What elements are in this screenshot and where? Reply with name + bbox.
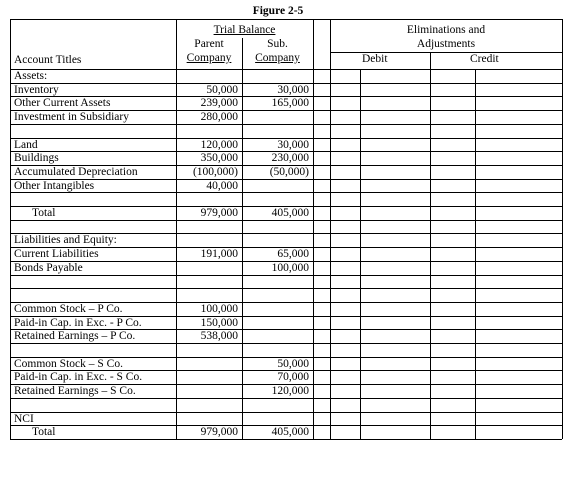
- elim-subheader-line: [330, 52, 562, 53]
- account-title: Accumulated Depreciation: [14, 165, 138, 178]
- sub-amount: 405,000: [271, 207, 309, 219]
- parent-amount: 979,000: [200, 426, 238, 439]
- account-title: Paid-in Cap. in Exc. - S Co.: [14, 371, 143, 384]
- eliminations-header: Eliminations and: [406, 24, 486, 36]
- sub-company-header: Sub.: [267, 38, 288, 50]
- parent-amount: 50,000: [206, 83, 238, 96]
- account-title: NCI: [14, 412, 34, 425]
- table-top-border: [10, 19, 562, 20]
- parent-amount: 120,000: [200, 138, 238, 151]
- parent-amount: 979,000: [200, 207, 238, 219]
- account-title: Retained Earnings – S Co.: [14, 385, 136, 398]
- account-title: Current Liabilities: [14, 248, 99, 261]
- trial-balance-header: Trial Balance: [213, 24, 276, 36]
- account-title: Assets:: [14, 70, 48, 82]
- account-titles-header: Account Titles: [14, 54, 82, 66]
- sub-amount: 405,000: [271, 426, 309, 439]
- sub-amount: 100,000: [271, 261, 309, 274]
- parent-amount: 150,000: [200, 316, 238, 329]
- sub-amount: 120,000: [271, 385, 309, 398]
- account-title: Investment in Subsidiary: [14, 111, 129, 124]
- parent-amount: 239,000: [200, 97, 238, 110]
- sub-amount: 50,000: [277, 357, 309, 370]
- account-title: Total: [32, 426, 56, 439]
- parent-amount: 538,000: [200, 330, 238, 343]
- sub-amount: 230,000: [271, 152, 309, 165]
- sub-amount: 30,000: [277, 138, 309, 151]
- parent-company-header: Company: [186, 52, 232, 64]
- debit-header: Debit: [362, 53, 388, 65]
- parent-amount: 280,000: [200, 111, 238, 124]
- account-title: Inventory: [14, 83, 59, 96]
- account-title: Common Stock – P Co.: [14, 302, 123, 315]
- parent-amount: 100,000: [200, 302, 238, 315]
- account-title: Other Intangibles: [14, 179, 95, 192]
- account-title: Total: [32, 207, 56, 219]
- account-title: Liabilities and Equity:: [14, 234, 117, 247]
- credit-header: Credit: [470, 53, 499, 65]
- parent-company-header: Parent: [194, 38, 224, 50]
- sub-amount: 30,000: [277, 83, 309, 96]
- figure-title: Figure 2-5: [252, 5, 304, 17]
- eliminations-header: Adjustments: [416, 38, 476, 50]
- account-title: Buildings: [14, 152, 59, 165]
- account-title: Common Stock – S Co.: [14, 357, 123, 370]
- sub-amount: (50,000): [269, 165, 309, 178]
- parent-amount: 191,000: [200, 248, 238, 261]
- table-right-border: [562, 19, 563, 439]
- parent-amount: 350,000: [200, 152, 238, 165]
- account-title: Land: [14, 138, 38, 151]
- sub-company-header: Company: [255, 52, 300, 64]
- account-title: Paid-in Cap. in Exc. - P Co.: [14, 316, 142, 329]
- sub-amount: 70,000: [277, 371, 309, 384]
- parent-amount: 40,000: [206, 179, 238, 192]
- account-title: Bonds Payable: [14, 261, 83, 274]
- sub-amount: 165,000: [271, 97, 309, 110]
- parent-amount: (100,000): [192, 165, 238, 178]
- row-border: [10, 288, 562, 289]
- account-title: Other Current Assets: [14, 97, 111, 110]
- account-title: Retained Earnings – P Co.: [14, 330, 136, 343]
- sub-amount: 65,000: [277, 248, 309, 261]
